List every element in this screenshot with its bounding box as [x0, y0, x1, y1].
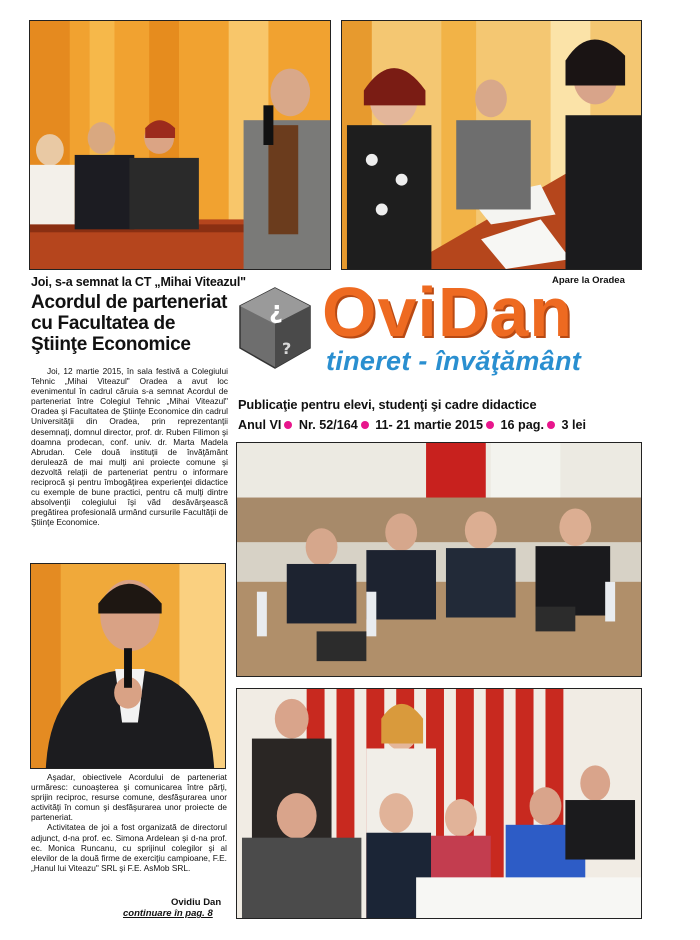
article-kicker: Joi, s-a semnat la CT „Mihai Viteazul"	[31, 275, 246, 289]
photo-signing-agreement	[341, 20, 642, 270]
article-author: Ovidiu Dan	[171, 897, 222, 908]
bullet-icon	[284, 421, 292, 429]
publication-location: Apare la Oradea	[552, 275, 625, 286]
issue-dates: 11- 21 martie 2015	[375, 418, 484, 432]
photo-speaker-at-event	[29, 20, 331, 270]
article-paragraph: Activitatea de joi a fost organizată de directorul adjunct, d-na prof. ec. Simona Ardelean şi d-na prof. ec. Monica Runcanu, cu sprijinul colegilor şi al elevilor de la două firme de exerciţiu campioane, F.E. „Hanul lui Viteazu" SRL şi F.E. AsMob SRL.	[31, 822, 227, 873]
photo-speaker-portrait	[30, 563, 226, 769]
issue-price: 3 lei	[561, 418, 586, 432]
photo-group	[236, 688, 642, 919]
masthead-tagline: tineret - învăţământ	[326, 346, 582, 376]
svg-text:¿: ¿	[269, 296, 283, 324]
issue-pages: 16 pag.	[500, 418, 544, 432]
continued-link[interactable]: continuare în pag. 8	[123, 908, 213, 919]
ovidan-logo-icon	[236, 284, 314, 372]
bullet-icon	[547, 421, 555, 429]
issue-number: Nr. 52/164	[298, 418, 358, 432]
bullet-icon	[361, 421, 369, 429]
article-paragraph: Aşadar, obiectivele Acordului de parteneriat urmăresc: cunoaşterea şi comunicarea între părţi, sprijin reciproc, resurse comune, desfăşurarea unor activităţi în comun şi desfăşurarea unor proiecte de parteneriat.	[31, 772, 227, 823]
article-paragraph: Joi, 12 martie 2015, în sala festivă a Colegiului Tehnic „Mihai Viteazul" Oradea a avut loc evenimentul în cadrul căruia s-a semnat Acordul de parteneriat între Colegiul Tehnic „Mihai Viteazul" Oradea şi Facultatea de Ştiinţe Economice din cadrul Universităţii din Oradea, prin reprezentanţii desemnaţi, domnul director, prof. dr. Ruben Filimon şi doamna prodecan, conf. univ. dr. Marta Madela Abrudan. Cele două instituţii de învăţământ derulează de mai mulţi ani proiecte comune şi dezvoltă relaţii de parteneriat pentru o informare reciprocă şi pentru îmbogăţirea experienţei didactice cu exemple de bune practici, pentru că mulţi dintre absolvenţii colegiului îşi văd desăvârşească pregătirea profesională urmând cursurile Facultăţii de Ştiinţe Economice.	[31, 366, 228, 528]
bullet-icon	[486, 421, 494, 429]
svg-text:?: ?	[282, 339, 292, 358]
article-body-part2	[31, 772, 227, 873]
photo-officials-table	[236, 442, 642, 677]
issue-year: Anul VI	[238, 418, 282, 432]
article-body-part1	[31, 366, 228, 528]
masthead-subtitle: Publicaţie pentru elevi, studenţi şi cadre didactice	[238, 397, 537, 412]
masthead-title: OviDan	[322, 273, 574, 351]
issue-info-bar	[238, 418, 586, 432]
article-title: Acordul de parteneriat cu Facultatea de Ştiinţe Economice	[31, 292, 228, 355]
